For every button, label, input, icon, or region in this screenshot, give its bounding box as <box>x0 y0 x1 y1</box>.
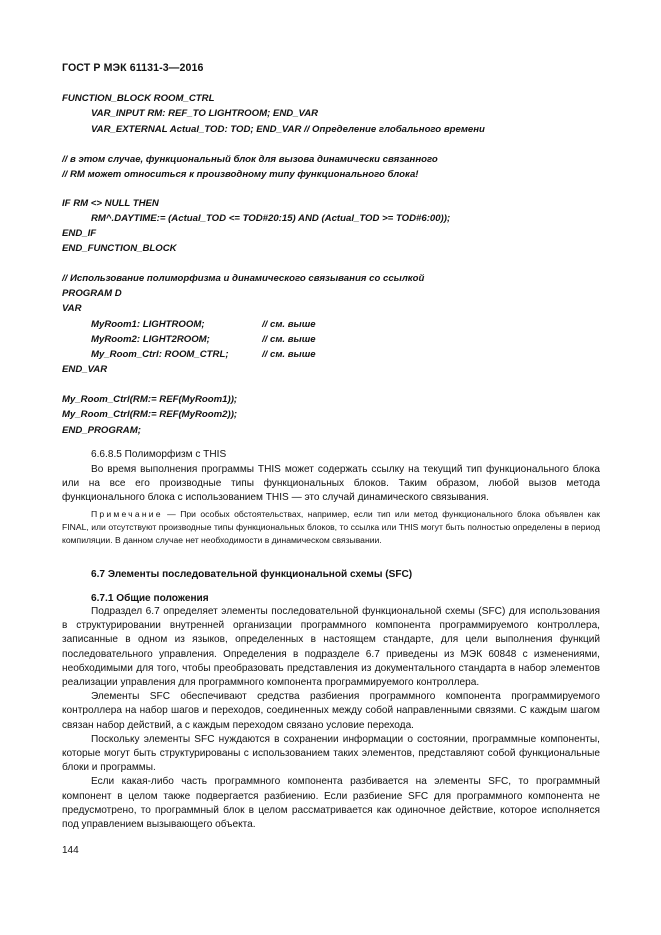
code-line: My_Room_Ctrl(RM:= REF(MyRoom1)); <box>62 394 238 405</box>
var-declaration: MyRoom2: LIGHT2ROOM; <box>91 334 210 345</box>
section-body <box>62 605 600 832</box>
var-comment: // см. выше <box>262 334 316 345</box>
code-line: END_IF <box>62 228 97 239</box>
var-comment: // см. выше <box>262 349 316 360</box>
var-declaration: My_Room_Ctrl: ROOM_CTRL; <box>91 349 229 360</box>
code-line: VAR_INPUT RM: REF_TO LIGHTROOM; END_VAR <box>91 108 319 119</box>
code-line: My_Room_Ctrl(RM:= REF(MyRoom2)); <box>62 409 238 420</box>
standard-header: ГОСТ Р МЭК 61131-3—2016 <box>62 62 204 74</box>
note-label: Примечание <box>91 509 163 519</box>
section-heading-6-7-1: 6.7.1 Общие положения <box>91 593 209 604</box>
section-heading-6-7: 6.7 Элементы последовательной функциональной схемы (SFC) <box>91 569 413 580</box>
paragraph-text: Поскольку элементы SFC нуждаются в сохранении информации о состоянии, программные компоненты, которые могут быть структурированы с использованием таких элементов, представляют собой функциональные блоки и программы. <box>62 733 600 774</box>
code-line: END_FUNCTION_BLOCK <box>62 243 177 254</box>
note <box>62 508 600 548</box>
var-declaration: MyRoom1: LIGHTROOM; <box>91 319 205 330</box>
code-line: END_PROGRAM; <box>62 425 141 436</box>
code-line: PROGRAM D <box>62 288 122 299</box>
paragraph-text: Если какая-либо часть программного компонента разбивается на элементы SFC, то программный компонент в целом также подвергается разбиению. Если разбиение SFC для программного компонента не предусмотрено, то программный блок в целом рассматривается как одиночное действие, которое исполняется под управлением вызывающего объекта. <box>62 776 600 831</box>
code-comment: // RM может относиться к производному типу функционального блока! <box>62 169 419 180</box>
code-comment: // в этом случае, функциональный блок для вызова динамически связанного <box>62 154 438 165</box>
paragraph-text: Подраздел 6.7 определяет элементы последовательной функциональной схемы (SFC) для использования в структурировании внутренней организации программного компонента программируемого контроллера, записанные в одном из языков, определенных в настоящем стандарте, для цели выполнения функций последовательного управления. Определения в подразделе 6.7 приведены из МЭК 60848 с изменениями, необходимыми для того, чтобы преобразовать представления из документального стандарта в набор элементов реализации управления для программного компонента программируемого контроллера. <box>62 606 600 689</box>
code-line: END_VAR <box>62 364 108 375</box>
code-line: RM^.DAYTIME:= (Actual_TOD <= TOD#20:15) AND (Actual_TOD >= TOD#6:00)); <box>91 213 451 224</box>
paragraph-text: Во время выполнения программы THIS может содержать ссылку на текущий тип функционального блока или на все его производные типы функциональных блоков. Таким образом, любой вызов метода функционального блока с использованием THIS — это случай динамического связывания. <box>62 464 600 504</box>
code-comment: // Использование полиморфизма и динамического связывания со ссылкой <box>62 273 425 284</box>
code-line: VAR_EXTERNAL Actual_TOD: TOD; END_VAR // Определение глобального времени <box>91 124 485 135</box>
var-comment: // см. выше <box>262 319 316 330</box>
page-number: 144 <box>62 845 79 856</box>
code-line: VAR <box>62 303 82 314</box>
section-heading-6-6-8-5: 6.6.8.5 Полиморфизм с THIS <box>91 449 227 460</box>
paragraph <box>62 463 600 506</box>
note-text: — При особых обстоятельствах, например, если тип или метод функционального блока объявлен как FINAL, или отсутствуют производные типы функциональных блоков, то ссылка или THIS могут быть полностью определены в период компиляции. В данном случае нет необходимости в динамическом связывании. <box>62 509 600 546</box>
paragraph-text: Элементы SFC обеспечивают средства разбиения программного компонента программируемого контроллера на набор шагов и переходов, соединенных между собой направленными связями. С каждым шагом связан набор действий, а с каждым переходом связано условие перехода. <box>62 691 600 731</box>
code-line: IF RM <> NULL THEN <box>62 198 159 209</box>
code-line: FUNCTION_BLOCK ROOM_CTRL <box>62 93 215 104</box>
